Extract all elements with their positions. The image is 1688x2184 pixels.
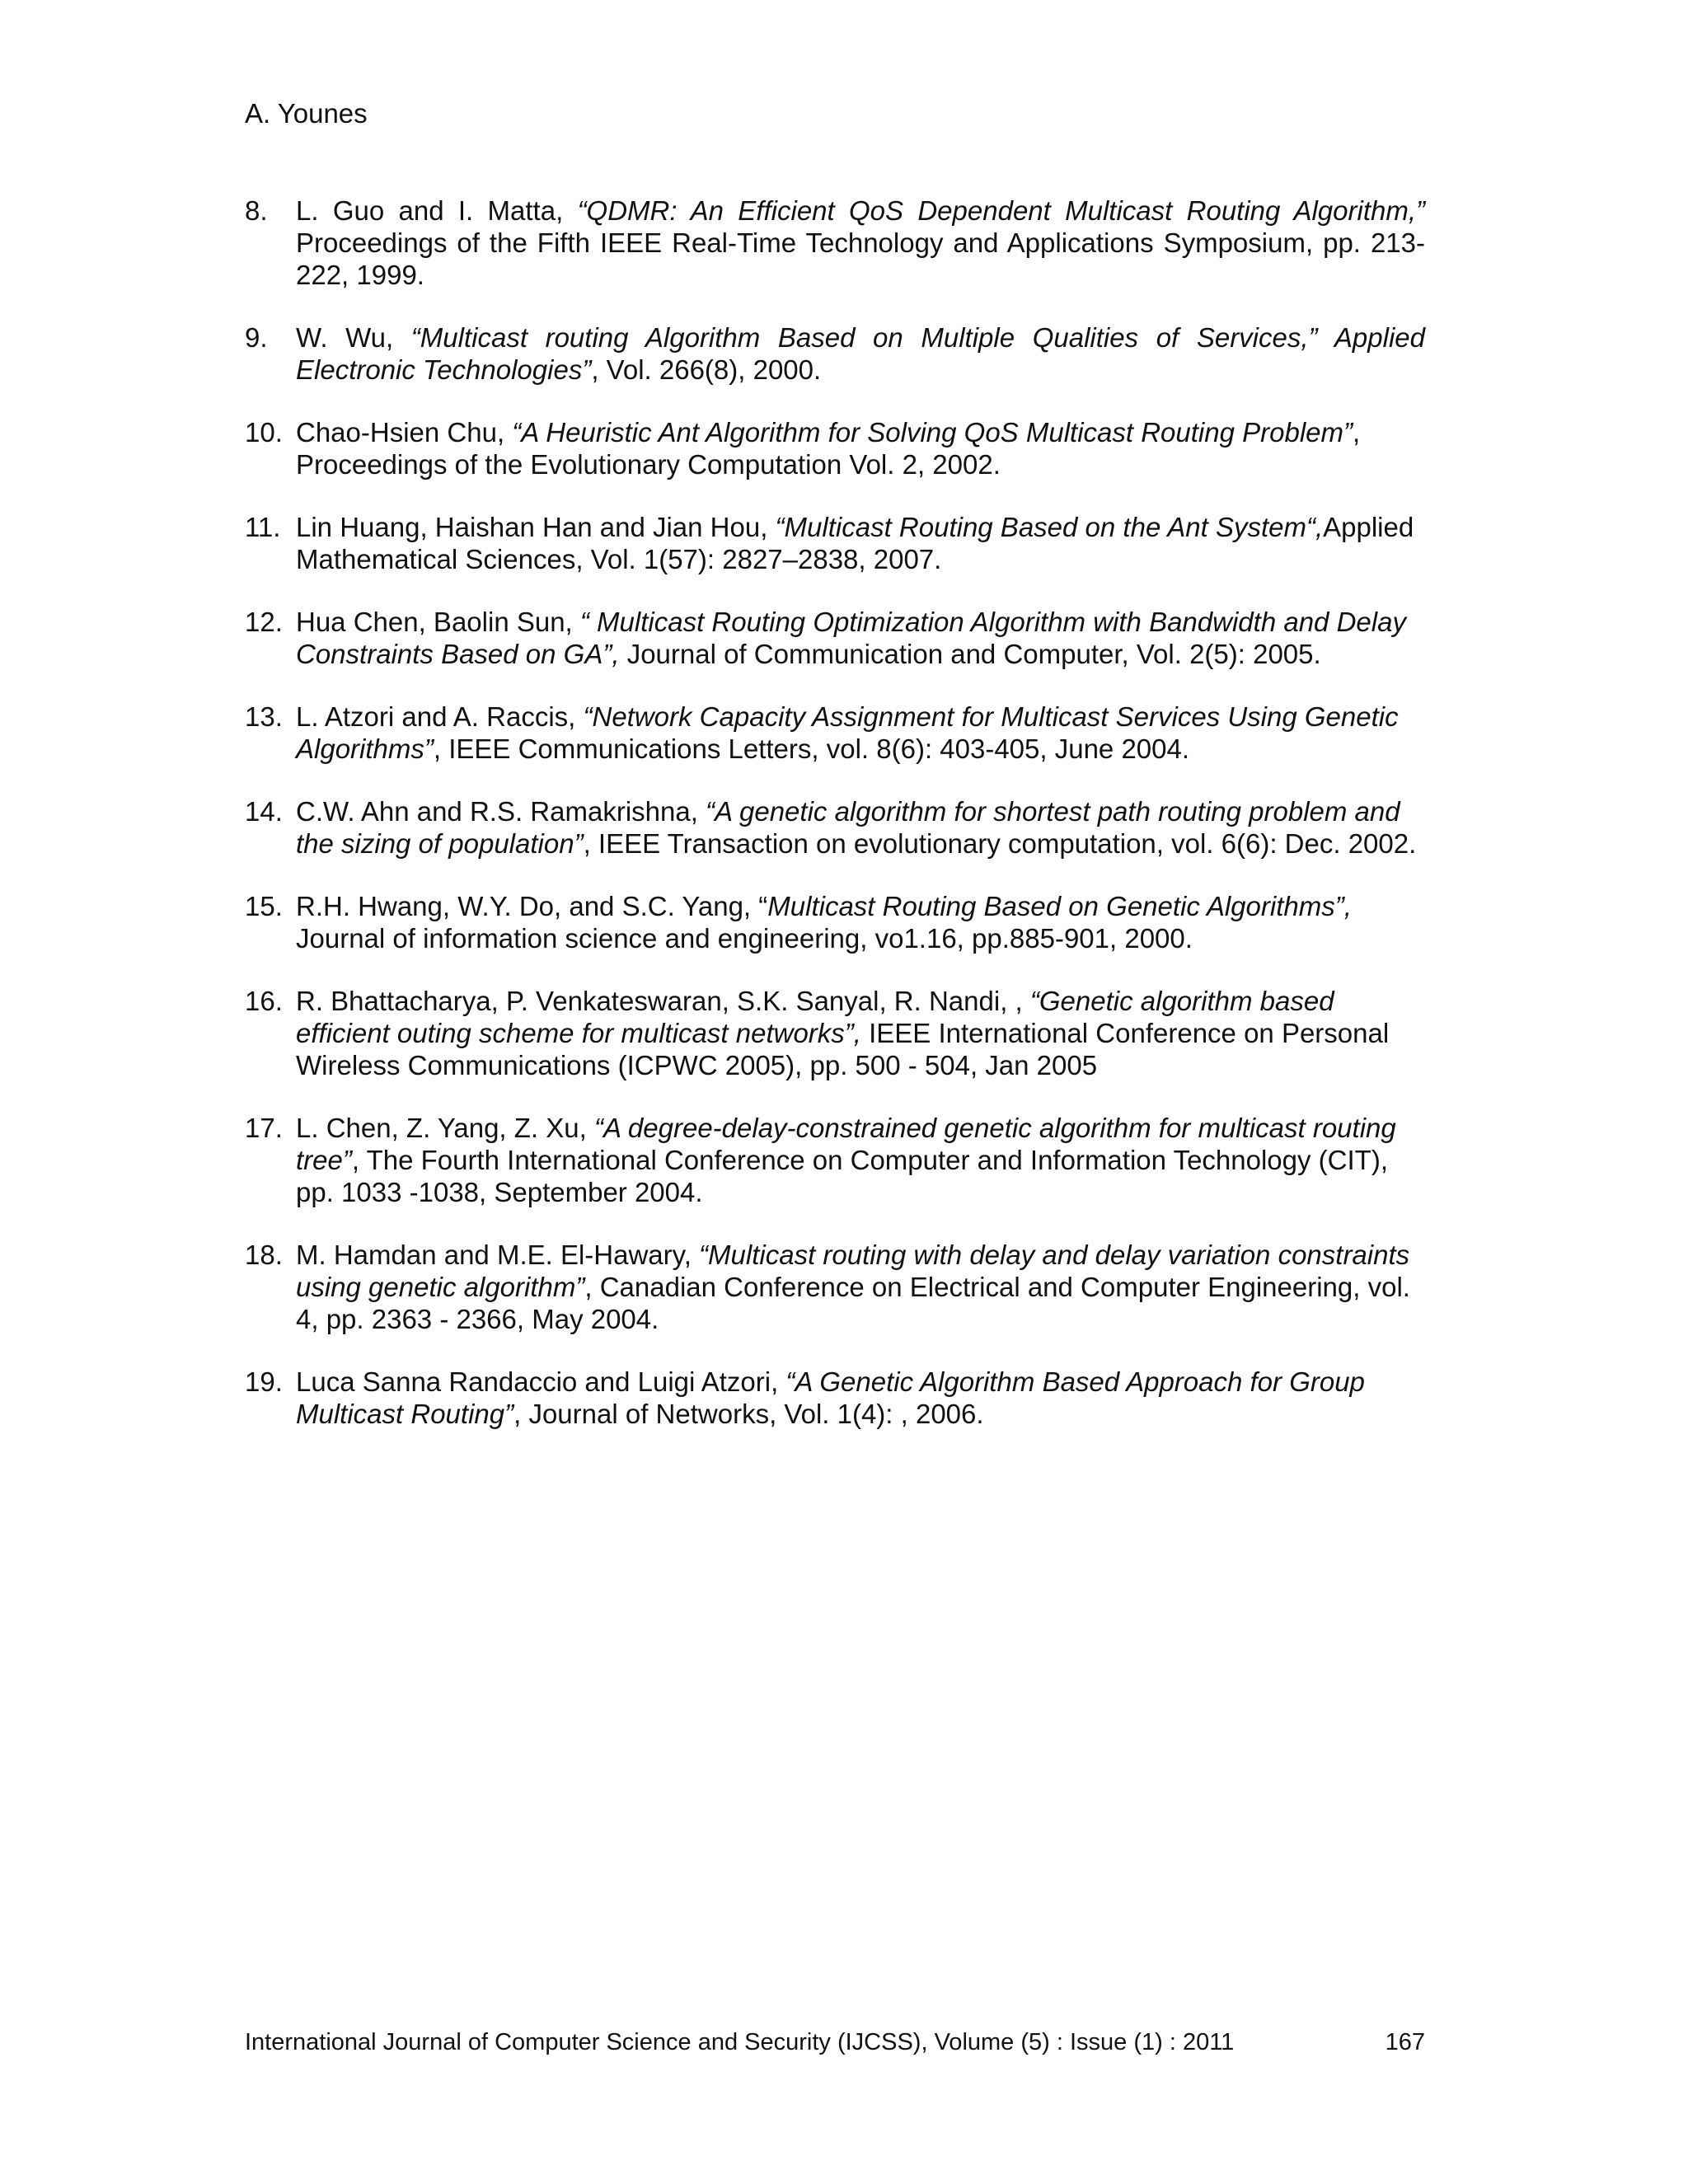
reference-item-19 (245, 1366, 1425, 1430)
reference-title: “ Multicast Routing Optimization Algorithm with Bandwidth and Delay Constraints Based on GA”, (296, 607, 1406, 669)
reference-number: 12. (245, 607, 283, 637)
reference-authors: Hua Chen, Baolin Sun, (296, 607, 580, 637)
reference-number: 8. (245, 195, 268, 226)
reference-number: 14. (245, 796, 283, 827)
reference-source: , Proceedings of the Evolutionary Computation Vol. 2, 2002. (296, 417, 1361, 480)
reference-source: , Canadian Conference on Electrical and Computer Engineering, vol. 4, pp. 2363 - 2366, May 2004. (296, 1272, 1410, 1334)
reference-authors: Lin Huang, Haishan Han and Jian Hou, (296, 512, 776, 542)
reference-authors: R. Bhattacharya, P. Venkateswaran, S.K. Sanyal, R. Nandi, , (296, 986, 1030, 1016)
reference-title: “Genetic algorithm based efficient outing scheme for multicast networks”, (296, 986, 1334, 1048)
reference-number: 15. (245, 891, 283, 921)
reference-title: “A genetic algorithm for shortest path routing problem and the sizing of population” (296, 796, 1400, 859)
reference-item-17 (245, 1112, 1425, 1208)
reference-source: , The Fourth International Conference on Computer and Information Technology (CIT), pp. 1033 -1038, September 2004. (296, 1145, 1388, 1207)
reference-authors: L. Guo and I. Matta, (296, 195, 578, 226)
reference-authors: Luca Sanna Randaccio and Luigi Atzori, (296, 1366, 786, 1397)
reference-title: “A Heuristic Ant Algorithm for Solving QoS Multicast Routing Problem” (512, 417, 1353, 448)
reference-authors: W. Wu, (296, 322, 411, 353)
reference-authors: L. Atzori and A. Raccis, (296, 701, 584, 732)
reference-authors: R.H. Hwang, W.Y. Do, and S.C. Yang, “ (296, 891, 768, 921)
reference-list (245, 194, 1425, 1460)
reference-number: 9. (245, 322, 268, 353)
reference-item-10 (245, 416, 1425, 480)
reference-source: , IEEE Communications Letters, vol. 8(6): 403-405, June 2004. (433, 733, 1190, 764)
reference-item-15 (245, 890, 1425, 954)
reference-number: 17. (245, 1113, 283, 1143)
footer-journal-citation: International Journal of Computer Science and Security (IJCSS), Volume (5) : Issue (1) : 2011 (245, 2029, 1235, 2055)
reference-item-16 (245, 985, 1425, 1081)
reference-source: IEEE International Conference on Personal Wireless Communications (ICPWC 2005), pp. 500 - 504, Jan 2005 (296, 1018, 1390, 1080)
reference-number: 10. (245, 417, 283, 448)
reference-number: 13. (245, 701, 283, 732)
reference-number: 16. (245, 986, 283, 1016)
reference-source: , IEEE Transaction on evolutionary computation, vol. 6(6): Dec. 2002. (583, 828, 1417, 859)
reference-item-8 (245, 194, 1425, 291)
reference-title: Multicast Routing Based on Genetic Algorithms”, (767, 891, 1352, 921)
running-head-author: A. Younes (245, 98, 368, 129)
reference-item-12 (245, 606, 1425, 670)
reference-title: “QDMR: An Efficient QoS Dependent Multicast Routing Algorithm,” (577, 195, 1426, 226)
reference-title: “Multicast routing Algorithm Based on Multiple Qualities of Services,” Applied Electronic Technologies” (296, 322, 1425, 385)
reference-title: “Multicast routing with delay and delay variation constraints using genetic algorithm” (296, 1240, 1410, 1302)
reference-title: “Multicast Routing Based on the Ant System“, (775, 512, 1324, 542)
reference-source: Journal of information science and engineering, vo1.16, pp.885-901, 2000. (296, 923, 1193, 954)
reference-source: Applied Mathematical Sciences, Vol. 1(57): 2827–2838, 2007. (296, 512, 1414, 574)
reference-authors: L. Chen, Z. Yang, Z. Xu, (296, 1113, 594, 1143)
page-number: 167 (1385, 2029, 1425, 2055)
reference-item-13 (245, 701, 1425, 765)
reference-title: “A Genetic Algorithm Based Approach for Group Multicast Routing” (296, 1366, 1365, 1429)
reference-source: Proceedings of the Fifth IEEE Real-Time Technology and Applications Symposium, pp. 213-222, 1999. (296, 227, 1425, 290)
reference-source: Journal of Communication and Computer, Vol. 2(5): 2005. (619, 639, 1321, 669)
reference-authors: Chao-Hsien Chu, (296, 417, 513, 448)
reference-title: “A degree-delay-constrained genetic algorithm for multicast routing tree” (296, 1113, 1396, 1175)
reference-item-9 (245, 321, 1425, 386)
reference-source: , Vol. 266(8), 2000. (591, 354, 822, 385)
reference-number: 11. (245, 512, 281, 542)
reference-item-14 (245, 795, 1425, 860)
reference-item-18 (245, 1239, 1425, 1335)
reference-authors: M. Hamdan and M.E. El-Hawary, (296, 1240, 700, 1270)
reference-number: 18. (245, 1240, 283, 1270)
reference-title: “Network Capacity Assignment for Multicast Services Using Genetic Algorithms” (296, 701, 1399, 764)
reference-authors: C.W. Ahn and R.S. Ramakrishna, (296, 796, 706, 827)
reference-item-11 (245, 511, 1425, 575)
reference-source: , Journal of Networks, Vol. 1(4): , 2006. (513, 1399, 984, 1429)
reference-number: 19. (245, 1366, 283, 1397)
